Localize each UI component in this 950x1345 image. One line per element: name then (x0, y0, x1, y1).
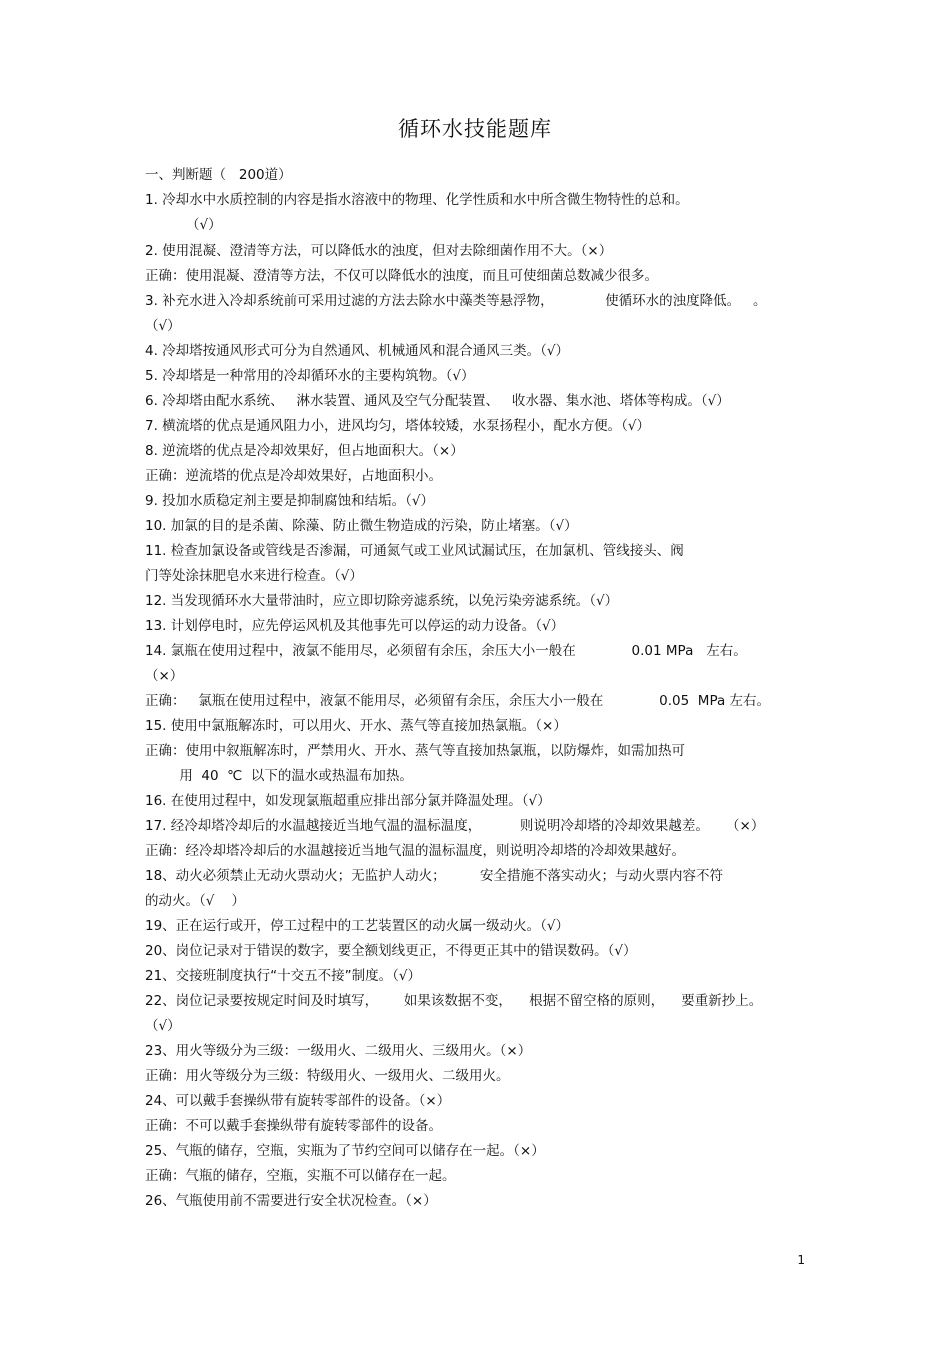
text-line: 26、气瓶使用前不需要进行安全状况检查。（×） (145, 1193, 437, 1209)
page-number: 1 (797, 1253, 805, 1267)
text-line: 门等处涂抹肥皂水来进行检查。（√） (145, 568, 363, 584)
text-line: 4. 冷却塔按通风形式可分为自然通风、机械通风和混合通风三类。（√） (145, 343, 570, 359)
text-line: 16. 在使用过程中，如发现氯瓶超重应排出部分氯并降温处理。（√） (145, 793, 551, 809)
text-line: 10. 加氯的目的是杀菌、除藻、防止微生物造成的污染，防止堵塞。（√） (145, 518, 578, 534)
text-line: （√） (145, 1018, 181, 1034)
text-line: （√） (186, 217, 222, 233)
text-line: 正确：逆流塔的优点是冷却效果好，占地面积小。 (145, 468, 442, 484)
text-line: 17. 经冷却塔冷却后的水温越接近当地气温的温标温度， 则说明冷却塔的冷却效果越差。 （×） (145, 818, 765, 834)
text-line: 14. 氯瓶在使用过程中，液氯不能用尽，必须留有余压，余压大小一般在 0.01 MPa 左右。 (145, 643, 747, 659)
text-line: 的动火。（√ ） (145, 893, 246, 909)
text-line: （×） (145, 668, 184, 684)
text-line: 3. 补充水进入冷却系统前可采用过滤的方法去除水中藻类等悬浮物， 使循环水的浊度降低。 。 (145, 293, 767, 309)
text-line: 19、正在运行或开，停工过程中的工艺装置区的动火属一级动火。（√） (145, 918, 570, 934)
text-line: 正确：用火等级分为三级：特级用火、一级用火、二级用火。 (145, 1068, 510, 1084)
text-line: 18、动火必须禁止无动火票动火；无监护人动火； 安全措施不落实动火；与动火票内容不符 (145, 868, 724, 884)
text-line: 6. 冷却塔由配水系统、 淋水装置、通风及空气分配装置、 收水器、集水池、塔体等构成。（√） (145, 393, 730, 409)
text-line: 5. 冷却塔是一种常用的冷却循环水的主要构筑物。（√） (145, 368, 475, 384)
text-line: 20、岗位记录对于错误的数字，要全额划线更正，不得更正其中的错误数码。（√） (145, 943, 637, 959)
section-heading: 一、判断题（ 200道） (145, 167, 292, 183)
text-line: 21、交接班制度执行“十交五不接”制度。（√） (145, 968, 422, 984)
text-line: 12. 当发现循环水大量带油时，应立即切除旁滤系统，以免污染旁滤系统。（√） (145, 593, 619, 609)
text-line: 用 40 ℃ 以下的温水或热温布加热。 (145, 768, 413, 784)
text-line: 正确：使用混凝、澄清等方法，不仅可以降低水的浊度，而且可使细菌总数减少很多。 (145, 268, 658, 284)
text-line: 2. 使用混凝、澄清等方法，可以降低水的浊度，但对去除细菌作用不大。（×） (145, 243, 613, 259)
text-line: 1. 冷却水中水质控制的内容是指水溶液中的物理、化学性质和水中所含微生物特性的总和。 (145, 192, 689, 208)
text-line: 正确：气瓶的储存，空瓶，实瓶不可以储存在一起。 (145, 1168, 456, 1184)
page-title: 循环水技能题库 (398, 117, 552, 141)
text-line: 23、用火等级分为三级：一级用火、二级用火、三级用火。（×） (145, 1043, 532, 1059)
text-line: 8. 逆流塔的优点是冷却效果好，但占地面积大。（×） (145, 443, 464, 459)
text-line: 22、岗位记录要按规定时间及时填写， 如果该数据不变， 根据不留空格的原则， 要重新抄上。 (145, 993, 763, 1009)
text-line: 正确： 氯瓶在使用过程中，液氯不能用尽，必须留有余压，余压大小一般在 0.05 MPa 左右。 (145, 693, 771, 709)
text-line: 13. 计划停电时，应先停运风机及其他事先可以停运的动力设备。（√） (145, 618, 565, 634)
text-line: 15. 使用中氯瓶解冻时，可以用火、开水、蒸气等直接加热氯瓶。（×） (145, 718, 567, 734)
text-line: （√） (145, 318, 181, 334)
text-line: 9. 投加水质稳定剂主要是抑制腐蚀和结垢。（√） (145, 493, 435, 509)
text-line: 24、可以戴手套操纵带有旋转零部件的设备。（×） (145, 1093, 451, 1109)
text-line: 7. 横流塔的优点是通风阻力小，进风均匀，塔体较矮，水泵扬程小，配水方便。（√） (145, 418, 651, 434)
text-line: 25、气瓶的储存，空瓶，实瓶为了节约空间可以储存在一起。（×） (145, 1143, 545, 1159)
text-line: 11. 检查加氯设备或管线是否渗漏，可通氮气或工业风试漏试压，在加氯机、管线接头、阀 (145, 543, 684, 559)
text-line: 正确：使用中叙瓶解冻时，严禁用火、开水、蒸气等直接加热氯瓶，以防爆炸，如需加热可 (145, 743, 685, 759)
text-line: 正确：经冷却塔冷却后的水温越接近当地气温的温标温度，则说明冷却塔的冷却效果越好。 (145, 843, 685, 859)
text-line: 正确：不可以戴手套操纵带有旋转零部件的设备。 (145, 1118, 442, 1134)
